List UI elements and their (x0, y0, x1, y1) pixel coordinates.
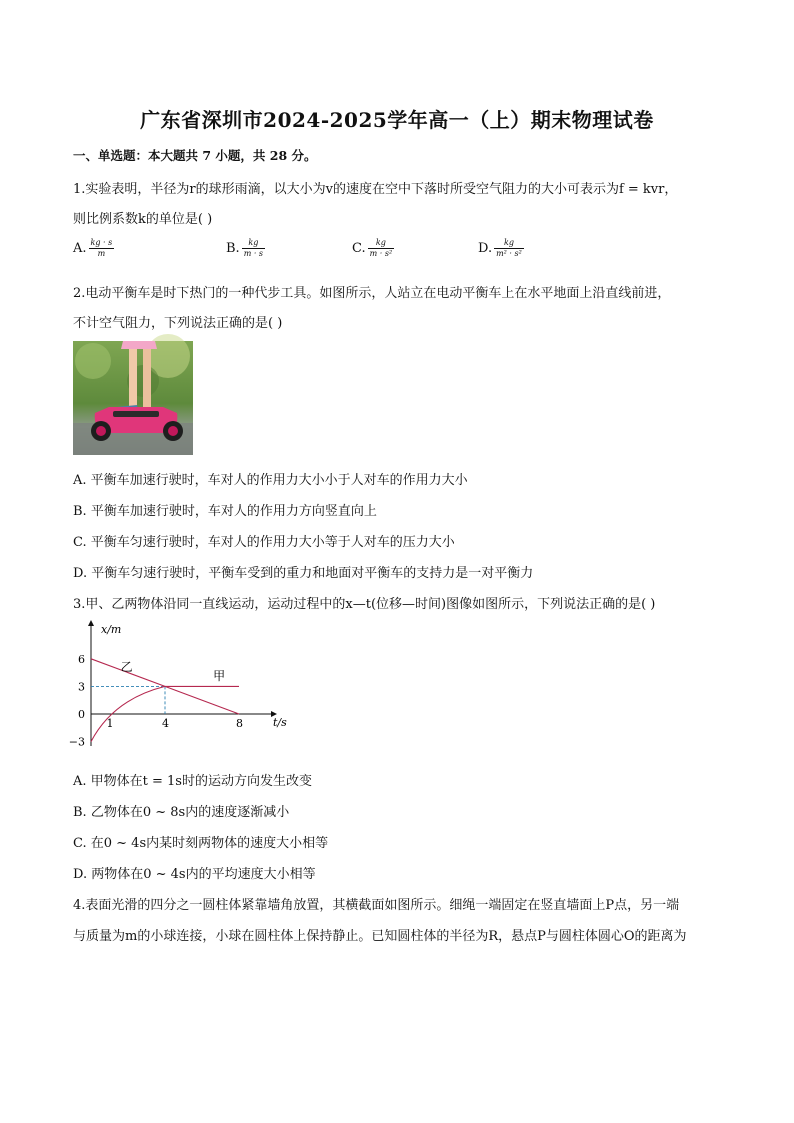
q4-stem-line1: 4.表面光滑的四分之一圆柱体紧靠墙角放置，其横截面如图所示。细绳一端固定在竖直墙面上P点，另一端 (73, 898, 680, 913)
q3-option-d[interactable]: D. 两物体在0 ~ 4s内的平均速度大小相等 (73, 867, 316, 882)
q1-stem-line1: 1.实验表明，半径为r的球形雨滴，以大小为v的速度在空中下落时所受空气阻力的大小可表示为f = kvr， (73, 182, 678, 197)
option-label: B. (226, 241, 240, 256)
q4-stem-line2: 与质量为m的小球连接，小球在圆柱体上保持静止。已知圆柱体的半径为R，悬点P与圆柱体圆心O的距离为 (73, 929, 687, 944)
y-tick-label: 3 (78, 680, 85, 694)
page-title: 广东省深圳市2024-2025学年高一（上）期末物理试卷 (140, 108, 654, 132)
q2-stem-line2: 不计空气阻力，下列说法正确的是( ) (73, 316, 283, 331)
unit-fraction: $\frac{kg}{\text{m · s²}}$ (369, 238, 393, 258)
q2-option-c[interactable]: C. 平衡车匀速行驶时，车对人的作用力大小等于人对车的压力大小 (73, 535, 455, 550)
q1-stem-line2: 则比例系数k的单位是( ) (73, 212, 213, 227)
q1-option-c[interactable] (352, 238, 394, 259)
q2-stem-line1: 2.电动平衡车是时下热门的一种代步工具。如图所示，人站立在电动平衡车上在水平地面上沿直线前进， (73, 286, 671, 301)
x-tick-label: 1 (106, 717, 114, 730)
series-label-yi: 乙 (120, 659, 133, 674)
hoverboard-photo (73, 341, 193, 455)
y-tick-label: −3 (68, 735, 85, 749)
option-label: D. (478, 241, 493, 256)
option-label: A. (73, 241, 87, 256)
y-tick-label: 6 (78, 652, 85, 666)
unit-fraction: $\frac{kg}{\text{m² · s²}}$ (496, 238, 522, 258)
q1-option-b[interactable] (226, 238, 265, 259)
q2-option-b[interactable]: B. 平衡车加速行驶时，车对人的作用力方向竖直向上 (73, 504, 377, 519)
xt-graph-svg (68, 618, 293, 758)
q3-option-b[interactable]: B. 乙物体在0 ~ 8s内的速度逐渐减小 (73, 805, 290, 820)
y-tick-label: 0 (78, 708, 85, 721)
q2-option-d[interactable]: D. 平衡车匀速行驶时，平衡车受到的重力和地面对平衡车的支持力是一对平衡力 (73, 566, 534, 581)
x-tick-label: 8 (236, 717, 243, 730)
x-tick-label: 4 (162, 717, 169, 730)
q3-option-a[interactable]: A. 甲物体在t = 1s时的运动方向发生改变 (73, 774, 312, 789)
q3-stem: 3.甲、乙两物体沿同一直线运动，运动过程中的x—t(位移—时间)图像如图所示，下列说法正确的是( ) (73, 597, 656, 612)
option-label: C. (352, 241, 366, 256)
xt-graph (68, 618, 293, 758)
q3-option-c[interactable]: C. 在0 ~ 4s内某时刻两物体的速度大小相等 (73, 836, 329, 851)
x-axis-label: t/s (273, 716, 287, 729)
section-heading: 一、单选题：本大题共 7 小题，共 28 分。 (73, 148, 317, 163)
y-axis-label: x/m (101, 623, 122, 636)
y-axis-arrow (88, 620, 94, 626)
q1-option-d[interactable] (478, 238, 524, 259)
q2-option-a[interactable]: A. 平衡车加速行驶时，车对人的作用力大小小于人对车的作用力大小 (73, 473, 468, 488)
unit-fraction: $\frac{kg \cdot s}{m}$ (90, 238, 113, 258)
q1-option-a[interactable] (73, 238, 114, 259)
unit-fraction: $\frac{kg}{m \cdot s}$ (243, 238, 264, 258)
series-label-jia: 甲 (213, 668, 226, 683)
